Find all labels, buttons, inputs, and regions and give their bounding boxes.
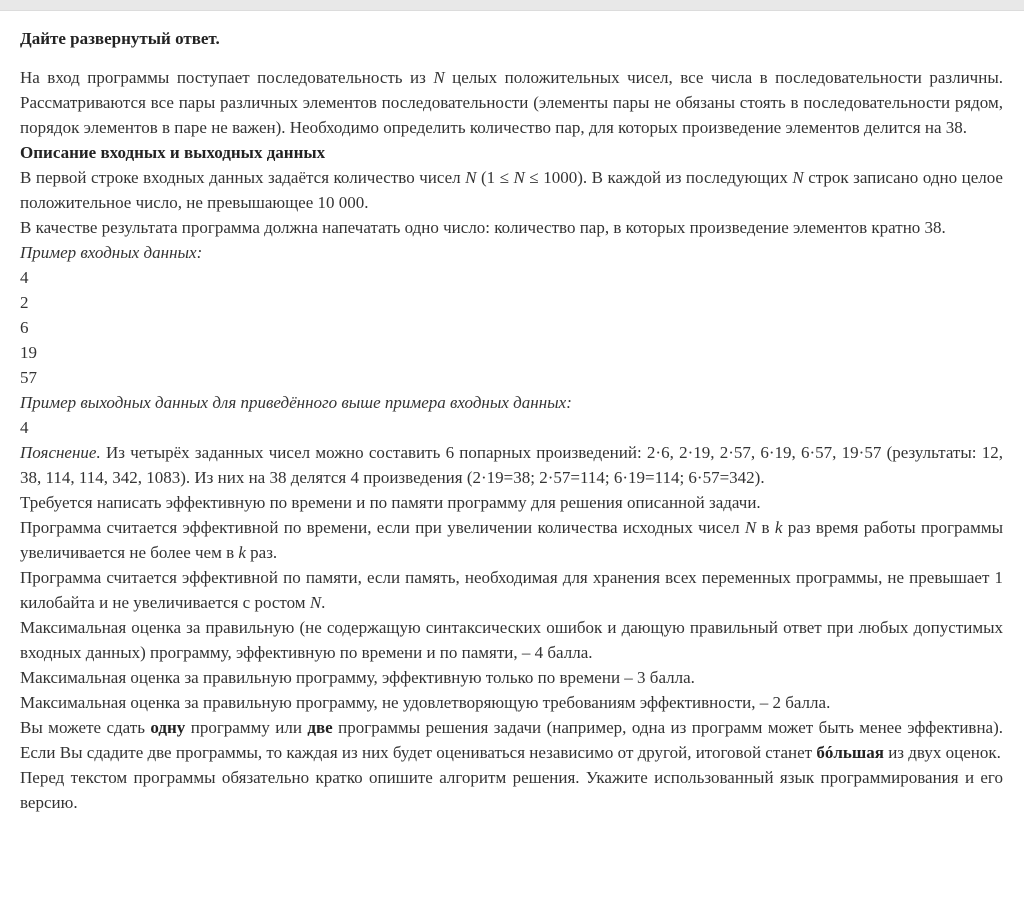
scoring-paragraph: Максимальная оценка за правильную программу, не удовлетворяющую требованиям эффективности, – 2 балла. — [20, 693, 831, 712]
intro-text-2: целых положительных чисел, все числа в последовательности различны. Рассматриваются все пары различных элементов последовательности (элементы пары не обязаны стоять в последовательности рядом, порядок элементов в паре не важен). Необходимо определить количество пар, для которых произведение элементов делится на 38. — [20, 68, 1003, 137]
submit-text-2: программу или — [185, 718, 308, 737]
scoring-paragraph: Максимальная оценка за правильную (не содержащую синтаксических ошибок и дающую правильный ответ при любых допустимых входных данных) программу, эффективную по времени и по памяти, – 4 балла. — [20, 618, 1003, 662]
var-k: k — [774, 518, 783, 537]
submission-paragraph — [20, 715, 1003, 765]
submit-bold-one: одну — [150, 718, 186, 737]
var-n: N — [744, 518, 757, 537]
explanation-paragraph — [20, 440, 1003, 490]
final-note-paragraph: Перед текстом программы обязательно кратко опишите алгоритм решения. Укажите использованный язык программирования и его версию. — [20, 768, 1003, 812]
explanation-label: Пояснение. — [20, 443, 101, 462]
var-n: N — [513, 168, 525, 187]
var-k: k — [238, 543, 246, 562]
mem-text-2: . — [321, 593, 326, 612]
io-heading: Описание входных и выходных данных — [20, 143, 326, 162]
sample-input-label: Пример входных данных: — [20, 243, 203, 262]
sample-input-line: 4 — [20, 268, 29, 287]
intro-paragraph — [20, 65, 1003, 140]
sample-input-line: 2 — [20, 293, 29, 312]
sample-output-label: Пример выходных данных для приведённого выше примера входных данных: — [20, 393, 572, 412]
var-n: N — [465, 168, 477, 187]
intro-text-1: На вход программы поступает последовательность из — [20, 68, 434, 87]
submit-text-3: программы решения задачи (например, одна из программ может быть менее эффективна). Если Вы сдадите две программы, то каждая из них будет оцениваться независимо от другой, итоговой станет — [20, 718, 1004, 762]
sample-input-line: 57 — [20, 368, 37, 387]
submit-text-1: Вы можете сдать — [20, 718, 151, 737]
input-description — [20, 165, 1003, 215]
sample-input-line: 6 — [20, 318, 29, 337]
submit-bold-two: две — [307, 718, 333, 737]
var-n: N — [792, 168, 804, 187]
memory-efficiency-paragraph — [20, 565, 1003, 615]
task-content — [20, 26, 1003, 815]
submit-bold-larger: бóльшая — [816, 743, 884, 762]
time-efficiency-paragraph — [20, 515, 1003, 565]
output-description: В качестве результата программа должна напечатать одно число: количество пар, в которых произведение элементов кратно 38. — [20, 218, 946, 237]
requirement-paragraph: Требуется написать эффективную по времени и по памяти программу для решения описанной задачи. — [20, 493, 761, 512]
input-text-2: (1 ≤ — [476, 168, 514, 187]
input-text-4: строк записано одно целое положительное число, не превышающее 10 000. — [20, 168, 1003, 212]
explanation-text: Из четырёх заданных чисел можно составить 6 попарных произведений: 2·6, 2·19, 2·57, 6·19, 6·57, 19·57 (результаты: 12, 38, 114, 114, 342, 1083). Из них на 38 делятся 4 произведения (2·19=38; 2·57=114; 6·19=114; 6·57=342). — [20, 443, 1003, 487]
time-text-1: Программа считается эффективной по времени, если при увеличении количества исходных чисел — [20, 518, 745, 537]
sample-input-line: 19 — [20, 343, 37, 362]
time-text-3: раз время работы программы увеличивается не более чем в — [20, 518, 1004, 562]
input-text-3: ≤ 1000). В каждой из последующих — [524, 168, 793, 187]
time-text-4: раз. — [245, 543, 278, 562]
sample-output-value: 4 — [20, 418, 29, 437]
var-n: N — [309, 593, 322, 612]
time-text-2: в — [756, 518, 775, 537]
top-bar — [0, 0, 1024, 11]
mem-text-1: Программа считается эффективной по памяти, если память, необходимая для хранения всех переменных программы, не превышает 1 килобайта и не увеличивается с ростом — [20, 568, 1003, 612]
input-text-1: В первой строке входных данных задаётся количество чисел — [20, 168, 466, 187]
scoring-paragraph: Максимальная оценка за правильную программу, эффективную только по времени – 3 балла. — [20, 668, 695, 687]
task-heading: Дайте развернутый ответ. — [20, 29, 220, 48]
submit-text-4: из двух оценок. — [883, 743, 1001, 762]
var-n: N — [433, 68, 445, 87]
